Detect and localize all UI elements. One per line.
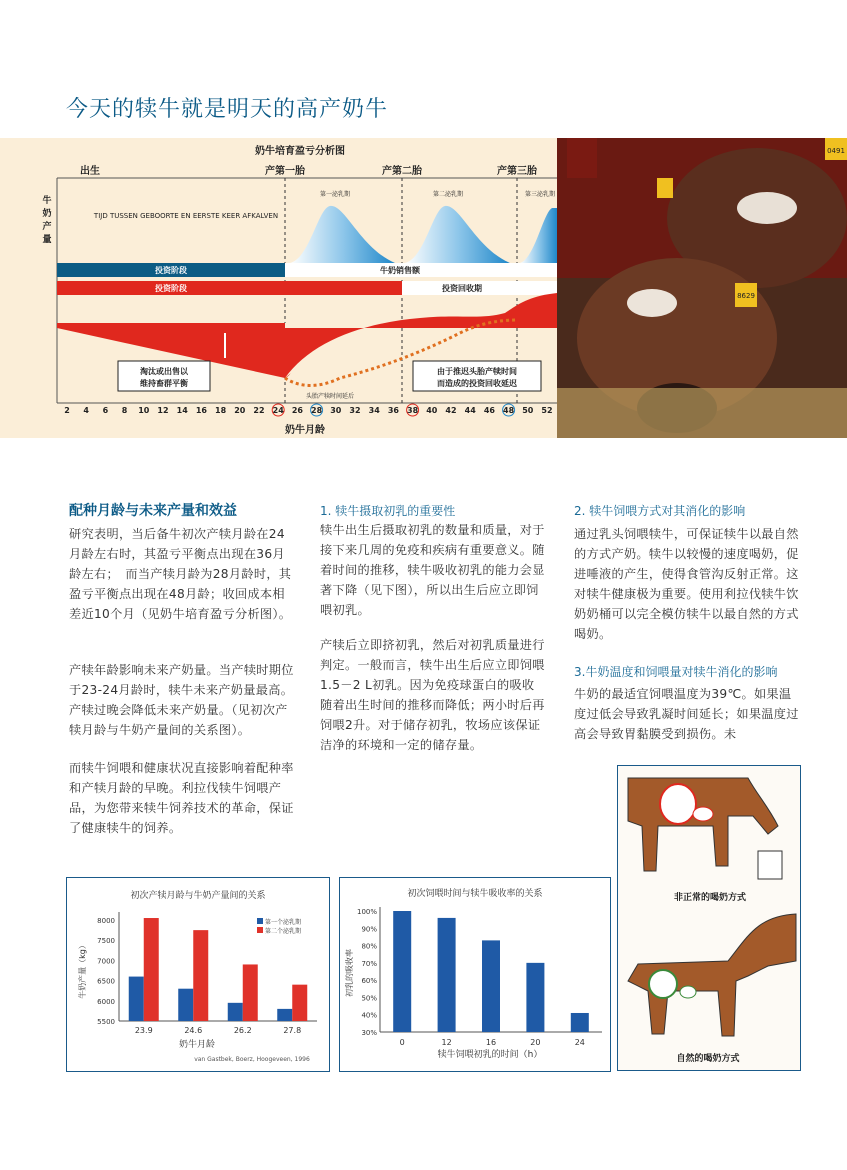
chart1-bar — [193, 930, 208, 1021]
dutch-text: TIJD TUSSEN GEBOORTE EN EERSTE KEER AFKALVEN — [93, 212, 279, 220]
chart2-title: 初次饲喂时间与犊牛吸收率的关系 — [407, 889, 543, 899]
chart1-bar — [144, 918, 159, 1021]
chart1-ylabel: 牛奶产量（kg） — [78, 941, 87, 999]
chart2-bar — [526, 963, 544, 1032]
chart1-bar — [243, 964, 258, 1021]
col1-p1: 研究表明，当后备牛初次产犊月龄在24月龄左右时，其盈亏平衡点出现在36月龄左右； 而当产犊月龄为28月龄时，其盈亏平衡点出现在48月龄；收回成本相差近10个月（见奶牛培育盈亏分析图）。 — [69, 527, 292, 621]
chart2-xtick: 12 — [441, 1038, 452, 1047]
chart1-xlabel: 奶牛月龄 — [178, 1040, 216, 1050]
stage-second-calving: 产第二胎 — [382, 166, 422, 177]
x-tick-label: 36 — [387, 406, 399, 415]
calves-photo — [557, 138, 847, 438]
chart1-xtick: 26.2 — [233, 1026, 252, 1035]
ear-tag-1 — [657, 178, 673, 198]
x-tick-label: 18 — [215, 406, 227, 415]
chart2-bar — [393, 911, 411, 1032]
bucket — [758, 851, 782, 879]
x-tick-label: 52 — [541, 406, 553, 415]
col3-heading1: 2. 犊牛饲喂方式对其消化的影响 — [574, 504, 746, 518]
chart2-ytick: 40% — [361, 1011, 377, 1020]
chart2-ytick: 80% — [361, 942, 377, 951]
diagram-x-ticks — [64, 404, 552, 416]
col1-heading: 配种月龄与未来产量和效益 — [69, 503, 237, 519]
bar-milk-label: 牛奶销售额 — [380, 266, 420, 275]
x-tick-label: 32 — [349, 406, 361, 415]
col3-heading2: 3.牛奶温度和饲喂量对犊牛消化的影响 — [574, 665, 778, 679]
chart1-source: van Gastbek, Boerz, Hoogeveen, 1996 — [194, 1056, 310, 1063]
chart1-ytick: 8000 — [97, 917, 115, 926]
lactation-curve-1 — [290, 206, 395, 263]
chart1-xtick: 27.8 — [283, 1026, 302, 1035]
x-tick-label: 16 — [195, 406, 207, 415]
chart2-bar — [571, 1013, 589, 1032]
chart1-xtick: 23.9 — [134, 1026, 153, 1035]
x-tick-label: 22 — [253, 406, 265, 415]
chart-calving-age — [66, 877, 330, 1072]
chart2-xtick: 24 — [574, 1038, 585, 1047]
x-tick-label: 28 — [311, 406, 323, 415]
lact-label-3: 第三泌乳期 — [524, 191, 556, 198]
lact-label-2: 第二泌乳期 — [432, 191, 464, 198]
bar-return-label: 投资回收期 — [442, 284, 482, 293]
x-tick-label: 34 — [368, 406, 380, 415]
bar-invest-red-label: 投资阶段 — [155, 284, 187, 293]
chart2-svg — [340, 878, 610, 1071]
chart2-bar — [482, 940, 500, 1032]
chart2-ytick: 90% — [361, 925, 377, 934]
diagram-y-label-3: 产 — [42, 222, 52, 232]
chart1-bar — [277, 1009, 292, 1021]
ear-tag-2-text: 0491 — [827, 147, 845, 155]
diagram-svg — [0, 138, 557, 438]
bar-invest-blue-label: 投资阶段 — [155, 266, 187, 275]
ear-tag-3-text: 8629 — [737, 292, 755, 300]
x-tick-label: 6 — [102, 406, 109, 415]
chart1-ytick: 6500 — [97, 977, 115, 986]
x-tick-label: 26 — [291, 406, 303, 415]
stage-birth: 出生 — [80, 166, 100, 177]
chart2-xlabel: 犊牛饲喂初乳的时间（h） — [437, 1050, 543, 1060]
diagram-y-label-1: 牛 — [42, 196, 52, 206]
chart2-xtick: 20 — [530, 1038, 541, 1047]
chart1-title: 初次产犊月龄与牛奶产量间的关系 — [130, 891, 266, 901]
chart2-xtick: 16 — [485, 1038, 497, 1047]
diagram-x-label: 奶牛月龄 — [285, 425, 325, 436]
lactation-curve-2 — [405, 206, 510, 263]
chart1-ytick: 6000 — [97, 997, 115, 1006]
chart2-ytick: 30% — [361, 1029, 377, 1037]
stage-first-calving: 产第一胎 — [265, 166, 305, 177]
bar-invest-red — [57, 281, 402, 295]
label-good: 自然的喝奶方式 — [676, 1054, 740, 1064]
x-tick-label: 42 — [445, 406, 457, 415]
x-tick-label: 46 — [483, 406, 495, 415]
col3-p1: 通过乳头饲喂犊牛，可保证犊牛以最自然的方式产奶。犊牛以较慢的速度喝奶，促进唾液的产生，使得食管沟反射正常。这对犊牛健康极为重要。使用利拉伐犊牛饮奶奶桶可以完全模仿犊牛以最自然的方式喝奶。 — [574, 527, 799, 641]
diagram-y-label-4: 量 — [42, 235, 52, 245]
stage-third-calving: 产第三胎 — [497, 166, 537, 177]
col2-heading: 1. 犊牛摄取初乳的重要性 — [320, 504, 456, 518]
page-title: 今天的犊牛就是明天的高产奶牛 — [66, 97, 389, 122]
x-tick-label: 8 — [121, 406, 128, 415]
chart1-legend-label: 第一个泌乳期 — [265, 919, 302, 926]
x-tick-label: 48 — [503, 406, 515, 415]
chart1-legend-swatch — [257, 918, 263, 924]
x-tick-label: 4 — [83, 406, 89, 415]
x-tick-label: 14 — [176, 406, 188, 415]
lact-label-1: 第一泌乳期 — [319, 191, 351, 198]
x-tick-label: 44 — [464, 406, 476, 415]
chart1-legend-label: 第二个泌乳期 — [265, 928, 302, 935]
col2-p2: 产犊后立即挤初乳，然后对初乳质量进行判定。一般而言，犊牛出生后应立即饲喂 1.5－2 L初乳。因为免疫球蛋白的吸收随着出生时间的推移而降低；两小时后再饲喂2升。对于储存初乳，牧场应该保证洁净的环境和一定的储存量。 — [320, 638, 545, 752]
diagram-y-label-2: 奶 — [42, 209, 52, 219]
x-tick-label: 50 — [522, 406, 534, 415]
drinking-illustration — [617, 765, 801, 1071]
x-tick-label: 20 — [234, 406, 246, 415]
chart2-bar — [438, 918, 456, 1032]
chart2-ylabel: 初乳的吸收率 — [345, 949, 354, 997]
chart1-xtick: 24.6 — [184, 1026, 203, 1035]
chart1-legend-swatch — [257, 927, 263, 933]
chart2-ytick: 50% — [361, 994, 377, 1003]
chart1-ytick: 5500 — [97, 1018, 115, 1026]
x-tick-label: 40 — [426, 406, 438, 415]
delay-label: 头胎产犊时间延后 — [305, 393, 355, 400]
chart1-ytick: 7500 — [97, 937, 115, 946]
chart1-bar — [292, 985, 307, 1021]
annotation-right-1: 由于推迟头胎产犊时间 — [437, 367, 517, 376]
chart2-ytick: 70% — [361, 959, 377, 968]
x-tick-label: 2 — [64, 406, 70, 415]
annotation-left-2: 维持畜群平衡 — [140, 379, 188, 388]
col2-p1: 犊牛出生后摄取初乳的数量和质量，对于接下来几周的免疫和疾病有重要意义。随着时间的推移，犊牛吸收初乳的能力会显著下降（见下图），所以出生后应立即饲喂初乳。 — [320, 523, 545, 617]
col3-p2: 牛奶的最适宜饲喂温度为39℃。如果温度过低会导致乳凝时间延长；如果温度过高会导致胃黏膜受到损伤。未 — [574, 687, 799, 741]
profit-loss-diagram — [0, 138, 557, 438]
x-tick-label: 12 — [157, 406, 169, 415]
col1-p2: 产犊年龄影响未来产奶量。当产犊时期位于23-24月龄时，犊牛未来产奶量最高。产犊过晚会降低未来产奶量。（见初次产犊月龄与牛奶产量间的关系图）。 — [69, 663, 294, 737]
chart1-ytick: 7000 — [97, 957, 115, 966]
col1-p3: 而犊牛饲喂和健康状况直接影响着配种率和产犊月龄的早晚。利拉伐犊牛饲喂产品，为您带来犊牛饲养技术的革命，保证了健康犊牛的饲养。 — [69, 761, 294, 835]
chart2-ytick: 60% — [361, 977, 377, 986]
x-tick-label: 30 — [330, 406, 342, 415]
chart1-bar — [129, 977, 144, 1021]
chart2-ytick: 100% — [356, 908, 377, 916]
bar-milk — [285, 263, 557, 277]
x-tick-label: 24 — [272, 406, 284, 415]
lactation-curve-3 — [520, 208, 557, 263]
annotation-left-1: 淘汰或出售以 — [140, 367, 188, 376]
x-tick-label: 38 — [407, 406, 419, 415]
chart2-xtick: 0 — [399, 1038, 405, 1047]
chart1-svg — [67, 878, 329, 1071]
chart1-bar — [228, 1003, 243, 1021]
chart1-bar — [178, 989, 193, 1021]
chart-feeding-time — [339, 877, 611, 1072]
label-bad: 非正常的喝奶方式 — [673, 893, 747, 903]
x-tick-label: 10 — [138, 406, 150, 415]
diagram-title: 奶牛培育盈亏分析图 — [255, 146, 345, 157]
annotation-right-2: 而造成的投资回收延迟 — [437, 379, 517, 388]
